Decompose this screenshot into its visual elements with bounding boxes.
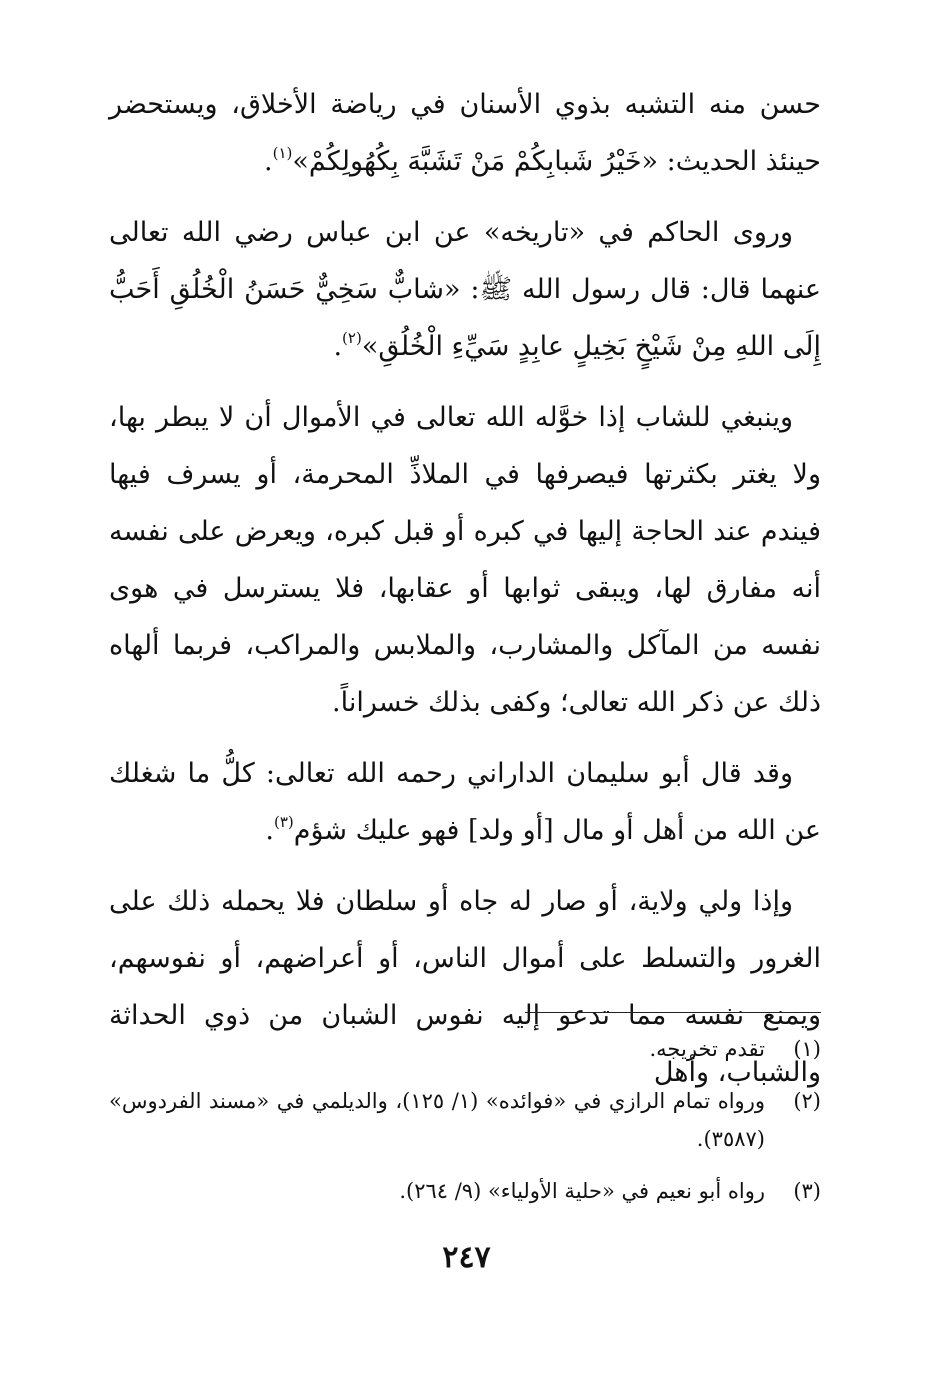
paragraph-3 [109,389,821,731]
footnote-number: (٢) [793,1089,821,1113]
footnotes [109,1030,821,1224]
footnote-text: ورواه تمام الرازي في «فوائده» (١/ ١٢٥)، والديلمي في «مسند الفردوس» (٣٥٨٧). [109,1089,765,1151]
paragraph-1-tail: . [264,146,273,177]
footnote-separator [525,1012,821,1013]
footnote-1 [109,1030,821,1068]
paragraph-2-text: وروى الحاكم في «تاريخه» عن ابن عباس رضي الله تعالى عنهما قال: قال رسول الله ﷺ: «شابٌّ سَخِيٌّ حَسَنُ الْخُلُقِ أَحَبُّ إِلَى اللهِ مِنْ شَيْخٍ بَخِيلٍ عابِدٍ سَيِّءِ الْخُلُقِ» [109,217,821,362]
paragraph-2 [109,204,821,375]
footnote-text: رواه أبو نعيم في «حلية الأولياء» (٩/ ٢٦٤). [399,1179,765,1203]
paragraph-2-tail: . [333,331,343,362]
main-text [109,76,821,1115]
paragraph-4-tail: . [265,815,274,846]
footnote-text: تقدم تخريجه. [649,1037,765,1061]
footnote-2 [109,1082,821,1158]
paragraph-4-text: وقد قال أبو سليمان الداراني رحمه الله تعالى: كلُّ ما شغلك عن الله من أهل أو مال [أو ولد] فهو عليك شؤم [109,758,821,846]
paragraph-5-text: وإذا ولي ولاية، أو صار له جاه أو سلطان فلا يحمله ذلك على الغرور والتسلط على أموال الناس، أو أعراضهم، أو نفوسهم، ويمنع نفسه مما تدعو إليه نفوس الشبان من ذوي الحداثة والشباب، وأهل [109,886,821,1088]
footnote-ref-2: (٢) [342,329,362,347]
paragraph-4 [109,745,821,859]
footnote-ref-1: (١) [272,144,293,162]
footnote-number: (٣) [793,1179,821,1203]
paragraph-1-text: حسن منه التشبه بذوي الأسنان في رياضة الأخلاق، ويستحضر حينئذ الحديث: «خَيْرُ شَبابِكُمْ مَنْ تَشَبَّهَ بِكُهُولِكُمْ» [109,89,821,177]
footnote-3 [109,1172,821,1210]
page-number: ٢٤٧ [442,1240,491,1275]
footnote-number: (١) [793,1037,821,1061]
footnote-ref-3: (٣) [273,813,294,831]
paragraph-1 [109,76,821,190]
paragraph-3-text: وينبغي للشاب إذا خوَّله الله تعالى في الأموال أن لا يبطر بها، ولا يغتر بكثرتها فيصرفها في الملاذِّ المحرمة، أو يسرف فيها فيندم عند الحاجة إليها في كبره أو قبل كبره، ويعرض على نفسه أنه مفارق لها، ويبقى ثوابها أو عقابها، فلا يسترسل في هوى نفسه من المآكل والمشارب، والملابس والمراكب، فربما ألهاه ذلك عن ذكر الله تعالى؛ وكفى بذلك خسراناً. [109,402,821,718]
